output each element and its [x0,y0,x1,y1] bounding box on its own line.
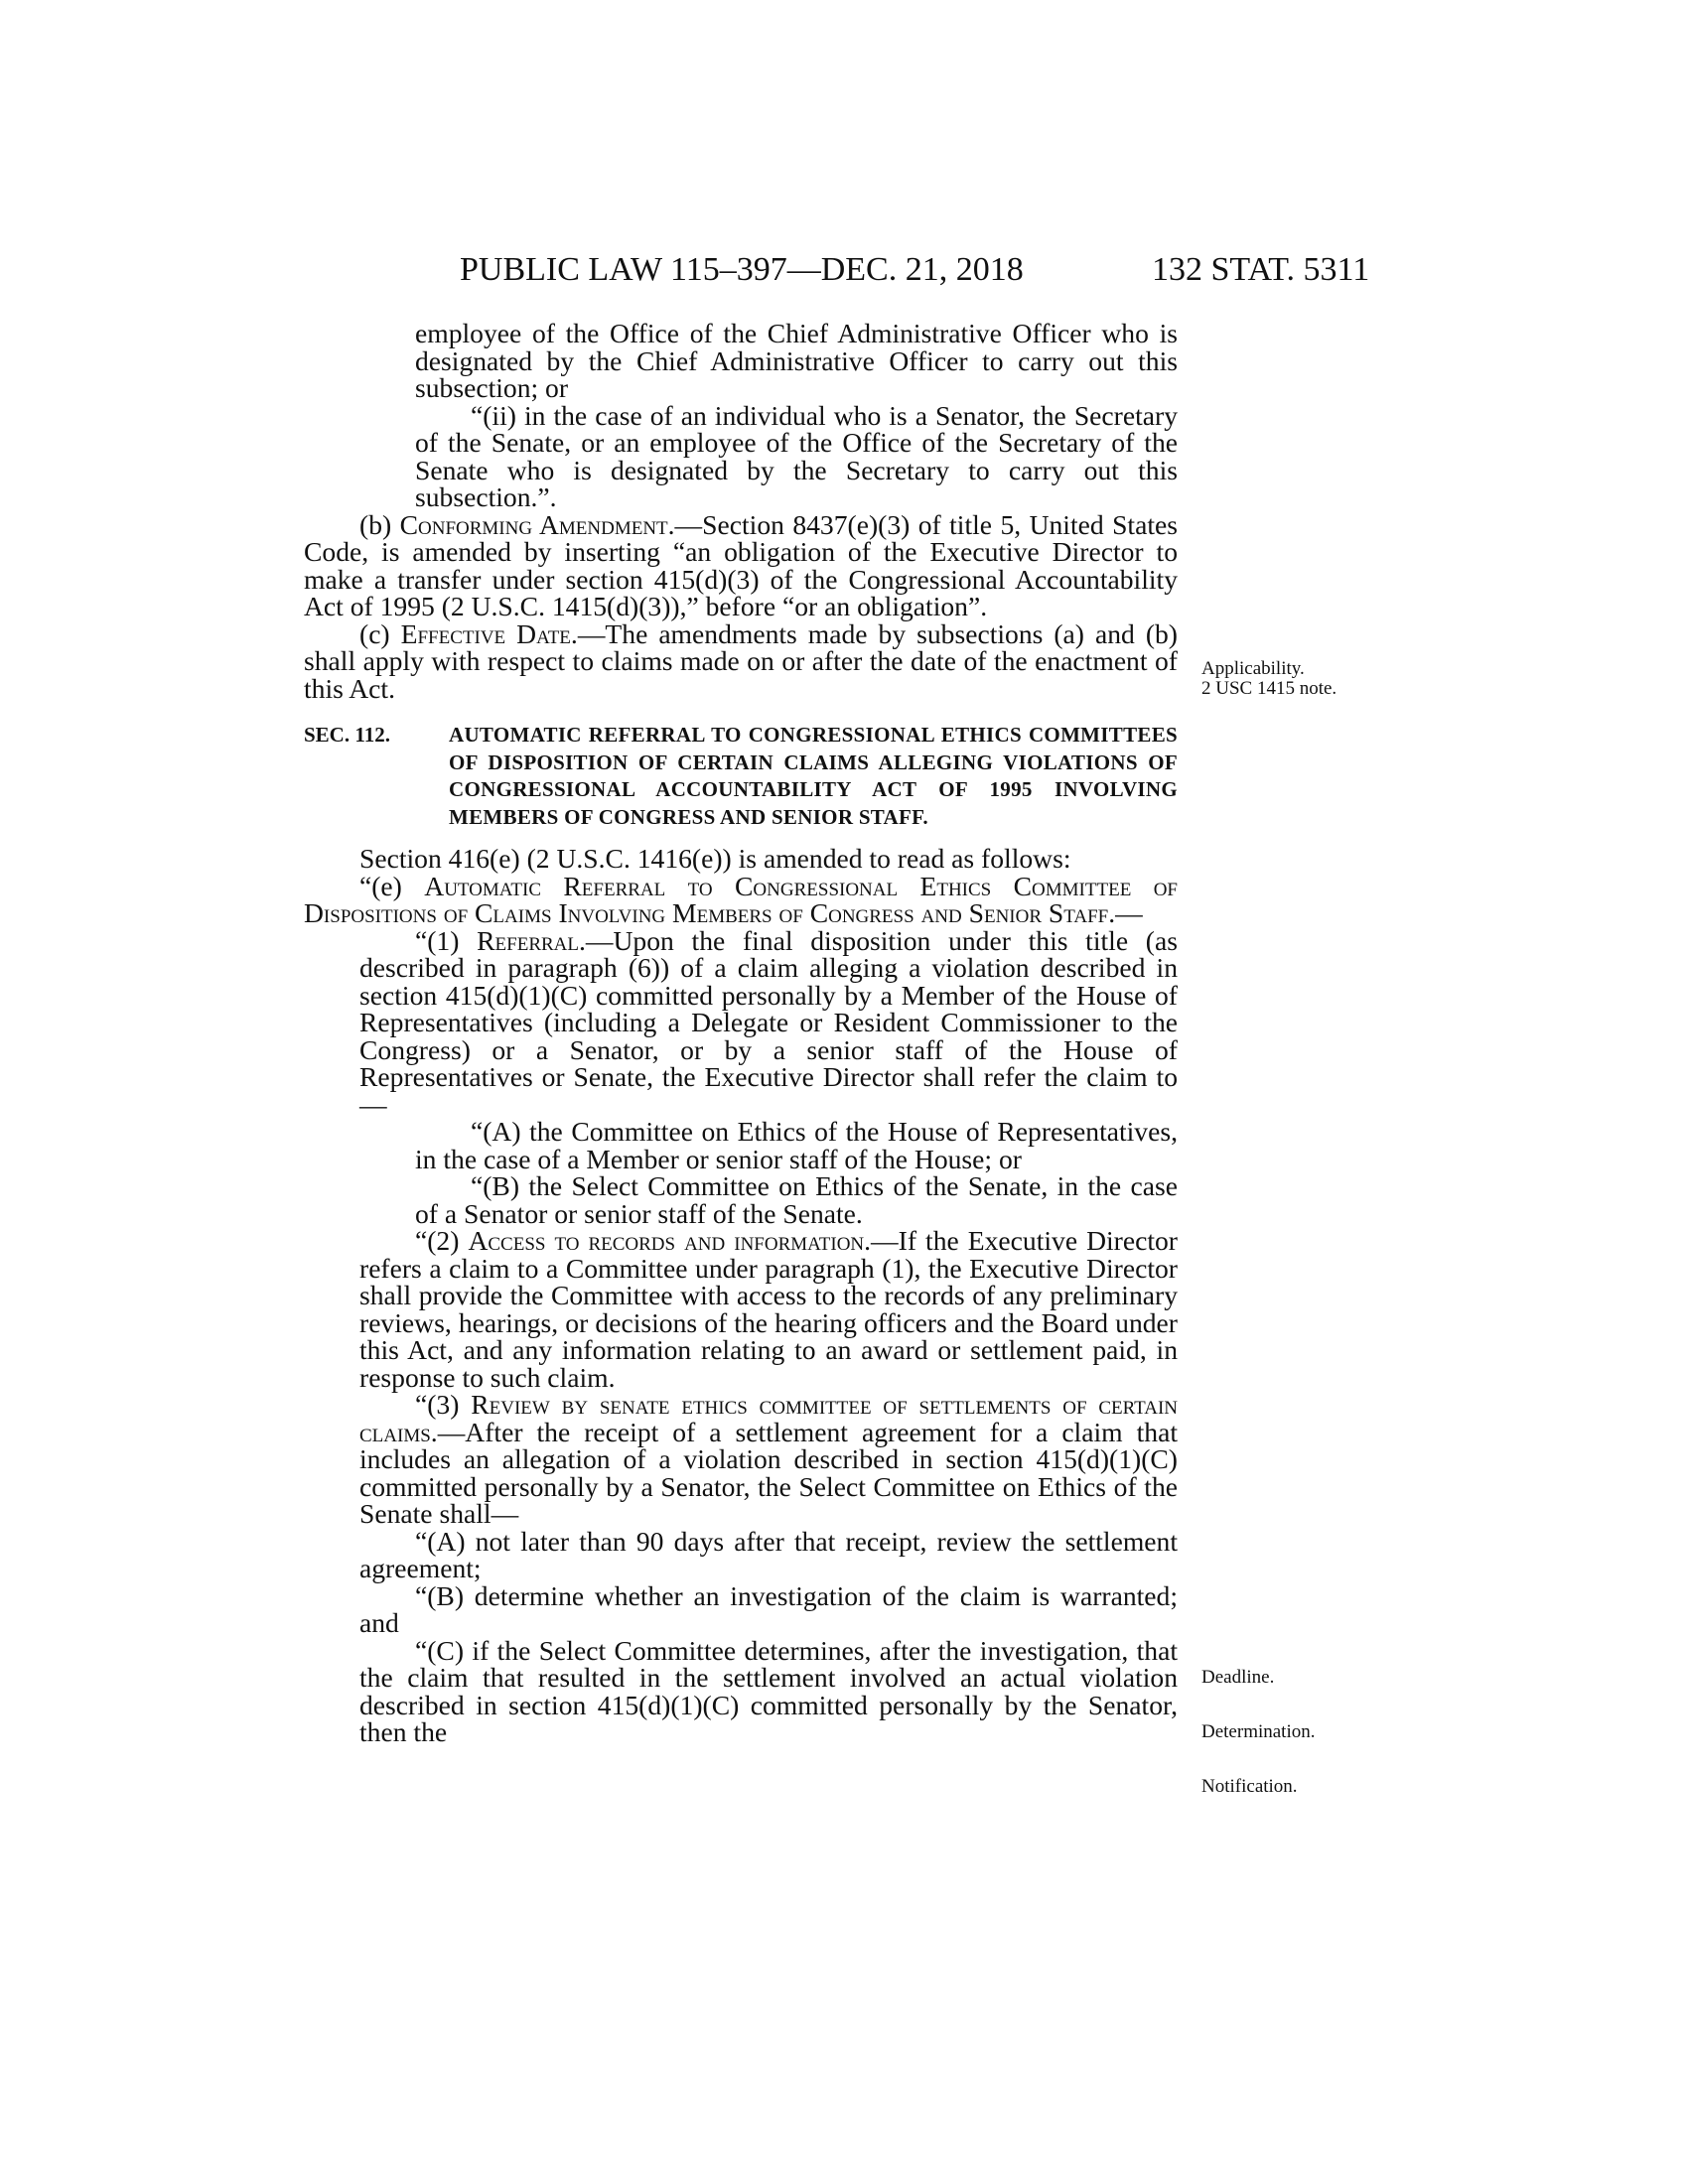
referral-heading: Referral [477,924,579,956]
section-title: AUTOMATIC REFERRAL TO CONGRESSIONAL ETHICS COMMITTEES OF DISPOSITION OF CERTAIN CLAIMS ALLEGING VIOLATIONS OF CONGRESSIONAL ACCOUNTABILITY ACT OF 1995 INVOLVING MEMBERS OF CONGRESS AND SENIOR STAFF. [449,723,1178,829]
section-heading [304,722,1178,831]
paragraph-clause-ii: “(ii) in the case of an individual who is a Senator, the Secretary of the Senate, or an employee of the Office of the Secretary of the Senate who is designated by the Secretary to carry out this subsection.”. [415,399,1178,512]
access-records-heading: Access to records and information [468,1225,865,1256]
margin-note-applicability: Applicability. [1201,658,1305,679]
paragraph-review-c: “(C) if the Select Committee determines, after the investigation, that the claim that resulted in the settlement involved an actual violation described in section 415(d)(1)(C) committed personally by the Senator, then the [359,1634,1178,1747]
subsection-c-heading: Effective Date [400,617,571,649]
paragraph-clause-a: “(A) the Committee on Ethics of the House of Representatives, in the case of a Member or senior staff of the House; or [415,1116,1178,1174]
paragraph-senate-review: “(3) Review by senate ethics committee of settlements of certain claims.—After the receipt of a settlement agreement for a claim that includes an allegation of a violation described in section 415(d)(1)(C) committed personally by a Senator, the Select Committee on Ethics of the Senate shall— [359,1389,1178,1529]
running-head-title: PUBLIC LAW 115–397—DEC. 21, 2018 [460,251,1024,288]
subsection-b-heading: Conforming Amendment [399,508,668,540]
paragraph-clause-b: “(B) the Select Committee on Ethics of the Senate, in the case of a Senator or senior staff of the Senate. [415,1170,1178,1229]
subsection-e-heading: Automatic Referral to Congressional Ethics Committee of Dispositions of Claims Involving Members of Congress and Senior Staff [304,870,1178,928]
margin-note-notification: Notification. [1201,1776,1298,1797]
senate-review-heading: Review by senate ethics committee of settlements of certain claims [359,1389,1178,1447]
margin-note-usc: 2 USC 1415 note. [1201,678,1337,699]
body-text [304,320,1178,1746]
section-number: SEC. 112. [304,723,390,747]
paragraph-subsection-c: (c) Effective Date.—The amendments made by subsections (a) and (b) shall apply with respect to claims made on or after the date of the enactment of this Act. [304,617,1178,704]
page-number-stat: 132 STAT. 5311 [1152,251,1370,288]
paragraph-review-a: “(A) not later than 90 days after that receipt, review the settlement agreement; [359,1525,1178,1583]
paragraph-subsection-b: (b) Conforming Amendment.—Section 8437(e)(3) of title 5, United States Code, is amended by inserting “an obligation of the Executive Director to make a transfer under section 415(d)(3) of the Congressional Accountability Act of 1995 (2 U.S.C. 1415(d)(3)),” before “or an obligation”. [304,508,1178,621]
margin-note-deadline: Deadline. [1201,1667,1275,1688]
margin-note-determination: Determination. [1201,1721,1316,1742]
paragraph-review-b: “(B) determine whether an investigation of the claim is warranted; and [359,1579,1178,1638]
paragraph-subsection-e: “(e) Automatic Referral to Congressional Ethics Committee of Dispositions of Claims Involving Members of Congress and Senior Staff.— [304,870,1178,928]
paragraph-access-records: “(2) Access to records and information.—If the Executive Director refers a claim to a Committee under paragraph (1), the Executive Director shall provide the Committee with access to the records of any preliminary reviews, hearings, or decisions of the hearing officers and the Board under this Act, and any information relating to an award or settlement paid, in response to such claim. [359,1225,1178,1393]
paragraph-referral: “(1) Referral.—Upon the final disposition under this title (as described in paragraph (6)) of a claim alleging a violation described in section 415(d)(1)(C) committed personally by a Member of the House of Representatives (including a Delegate or Resident Commissioner to the Congress) or a Senator, or by a senior staff of the House of Representatives or Senate, the Executive Director shall refer the claim to— [359,924,1178,1120]
paragraph-continuation: employee of the Office of the Chief Administrative Officer who is designated by the Chief Administrative Officer to carry out this subsection; or [415,318,1178,403]
paragraph-amendment-intro: Section 416(e) (2 U.S.C. 1416(e)) is amended to read as follows: [359,843,1071,874]
